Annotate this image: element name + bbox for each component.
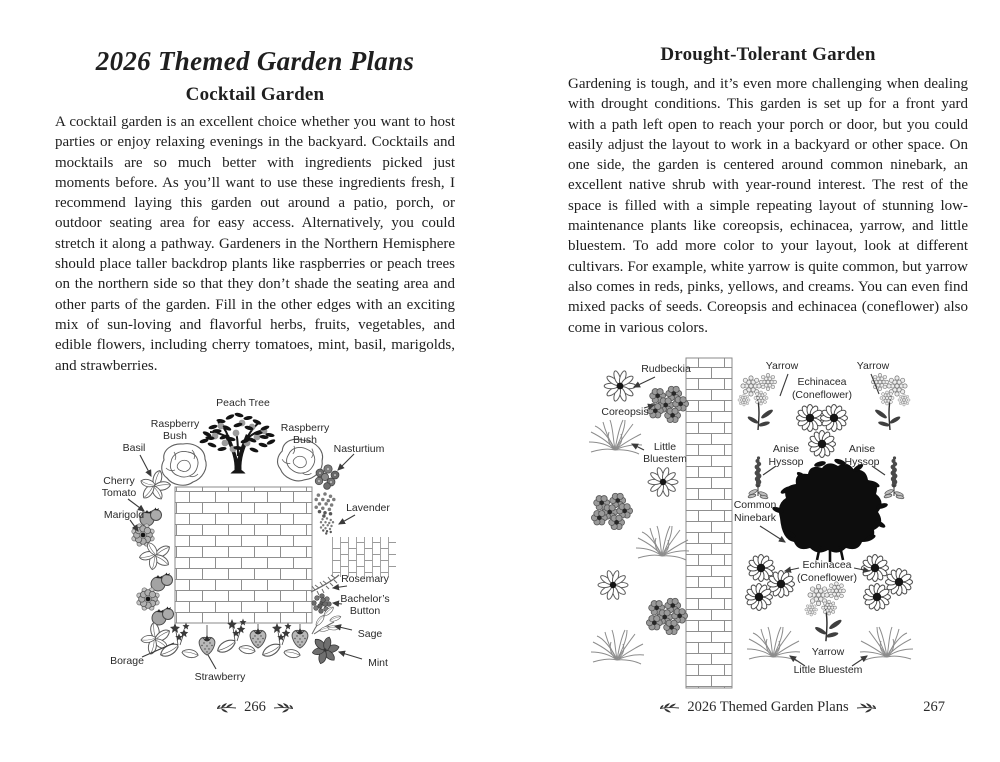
peach-tree-illustration (199, 412, 276, 474)
lavender-illustration (320, 517, 334, 534)
cocktail-garden-diagram (92, 392, 436, 692)
echinacea-illustration (746, 584, 773, 611)
echinacea-illustration (886, 569, 913, 596)
little-bluestem-illustration (747, 627, 800, 661)
raspberry-bush-left-illustration (162, 444, 206, 486)
right-body-paragraph: Gardening is tough, and it’s even more challenging when dealing with drought conditions. This garden is set up for a front yard with a path left open to reach your porch or door, but you could easily adjust the layout to work in a backyard or other space. On one side, the garden is centered around common ninebark, an excellent native shrub with year-round interest. The rest of the space is filled with a simple repeating layout of stunning low-maintenance plants like coreopsis, echinacea, yarrow, and little bluestem. To add more color to your layout, look at different cultivars. For example, white yarrow is quite common, but yarrow also comes in reds, pinks, yellows, and creams. You can even find mixed packs of seeds. Coreopsis and echinacea (coneflower) also come in various colors. (568, 76, 968, 336)
left-page-footer (55, 699, 455, 716)
rudbeckia-illustration (604, 370, 636, 402)
drought-garden-diagram (588, 356, 980, 690)
echinacea-illustration (797, 405, 824, 432)
label-nasturtium: Nasturtium (333, 443, 385, 455)
echinacea-illustration (864, 584, 891, 611)
left-body-paragraph: A cocktail garden is an excellent choice whether you want to host parties or enjoy relaxing evenings in the backyard. Cocktails and mocktails are so much better with ingredients picked just moments before. As you’ll want to use these ingredients fresh, I recommend laying this garden out around a patio, porch, or outdoor seating area for easy access. Alternatively, you could stretch it along a pathway. Gardeners in the Northern Hemisphere should place taller backdrop plants like raspberries or peach trees on the northern side so that they don’t shade the seating area and other parts of the garden. Fill in the other edges with an exciting mix of sun-loving and flavorful herbs, fruits, vegetables, and edible flowers, including cherry tomatoes, mint, basil, marigolds, and strawberries. (55, 114, 455, 374)
paver-path (332, 537, 396, 577)
label-raspberry-bush-left: Bush (163, 430, 187, 442)
label-little-bluestem: Bluestem (643, 453, 687, 465)
label-mint: Mint (368, 657, 388, 669)
label-raspberry-bush-right: Bush (293, 434, 317, 446)
label-cherry-tomato: Cherry (103, 475, 135, 487)
label-anise-hyssop: Hyssop (768, 456, 804, 468)
label-rudbeckia: Rudbeckia (641, 363, 691, 375)
left-page-number: 266 (244, 699, 266, 715)
label-coreopsis: Coreopsis (601, 406, 649, 418)
label-raspberry-bush-left: Raspberry (150, 418, 200, 430)
label-peach-tree: Peach Tree (216, 397, 270, 409)
label-raspberry-bush-right: Raspberry (280, 422, 330, 434)
label-lavender: Lavender (346, 502, 390, 514)
yarrow-illustration (738, 373, 777, 430)
cherry-tomato-illustration (151, 573, 173, 592)
label-yarrow: Yarrow (856, 360, 890, 372)
anise-hyssop-illustration (748, 456, 768, 499)
borage-illustration (159, 623, 199, 662)
brick-path (686, 358, 732, 688)
right-footer-text: 2026 Themed Garden Plans (687, 699, 849, 715)
brick-patio (175, 487, 312, 623)
label-marigold: Marigold (103, 509, 145, 521)
label-little-bluestem: Little Bluestem (793, 664, 863, 676)
label-cherry-tomato: Tomato (101, 487, 137, 499)
right-section-heading: Drought-Tolerant Garden (660, 44, 876, 65)
echinacea-illustration (821, 405, 848, 432)
label-strawberry: Strawberry (194, 671, 246, 683)
right-page-number: 267 (923, 699, 945, 715)
label-yarrow: Yarrow (765, 360, 799, 372)
little-bluestem-illustration (636, 526, 689, 560)
label-borage: Borage (110, 655, 144, 667)
label-bachelors-button: Bachelor’s (340, 593, 390, 605)
label-yarrow: Yarrow (811, 646, 845, 658)
yarrow-illustration (805, 582, 846, 641)
mint-illustration (312, 636, 339, 665)
little-bluestem-illustration (860, 627, 913, 661)
label-bachelors-button: Button (349, 605, 381, 617)
yarrow-illustration (871, 373, 910, 430)
label-echinacea: Echinacea (802, 559, 852, 571)
leaf-ornament-icon (273, 703, 293, 713)
label-common-ninebark: Ninebark (733, 512, 777, 524)
strawberry-illustration (292, 628, 308, 648)
strawberry-illustration (250, 628, 266, 648)
lavender-illustration (314, 492, 335, 518)
label-little-bluestem: Little (653, 441, 677, 453)
chapter-title: 2026 Themed Garden Plans (95, 46, 415, 76)
label-anise-hyssop: Anise (772, 443, 800, 455)
label-echinacea: (Coneflower) (796, 572, 858, 584)
strawberry-illustration (199, 635, 215, 655)
coreopsis-illustration (591, 493, 632, 529)
label-anise-hyssop: Anise (848, 443, 876, 455)
label-rosemary: Rosemary (341, 573, 389, 585)
label-anise-hyssop: Hyssop (844, 456, 880, 468)
left-section-heading: Cocktail Garden (185, 84, 325, 105)
rosemary-illustration (311, 575, 339, 595)
label-common-ninebark: Common (733, 499, 777, 511)
label-basil: Basil (122, 442, 146, 454)
cherry-tomato-illustration (152, 607, 174, 626)
label-echinacea: (Coneflower) (791, 389, 853, 401)
coreopsis-illustration (647, 386, 688, 422)
coreopsis-illustration (646, 598, 687, 634)
little-bluestem-illustration (589, 420, 642, 454)
rudbeckia-illustration (648, 467, 678, 497)
echinacea-illustration (809, 431, 836, 458)
label-echinacea: Echinacea (797, 376, 847, 388)
rudbeckia-illustration (598, 570, 628, 600)
echinacea-illustration (862, 555, 889, 582)
leaf-ornament-icon (217, 703, 237, 713)
common-ninebark-illustration (772, 458, 889, 562)
anise-hyssop-illustration (884, 456, 904, 499)
little-bluestem-illustration (591, 630, 644, 664)
label-sage: Sage (357, 628, 383, 640)
